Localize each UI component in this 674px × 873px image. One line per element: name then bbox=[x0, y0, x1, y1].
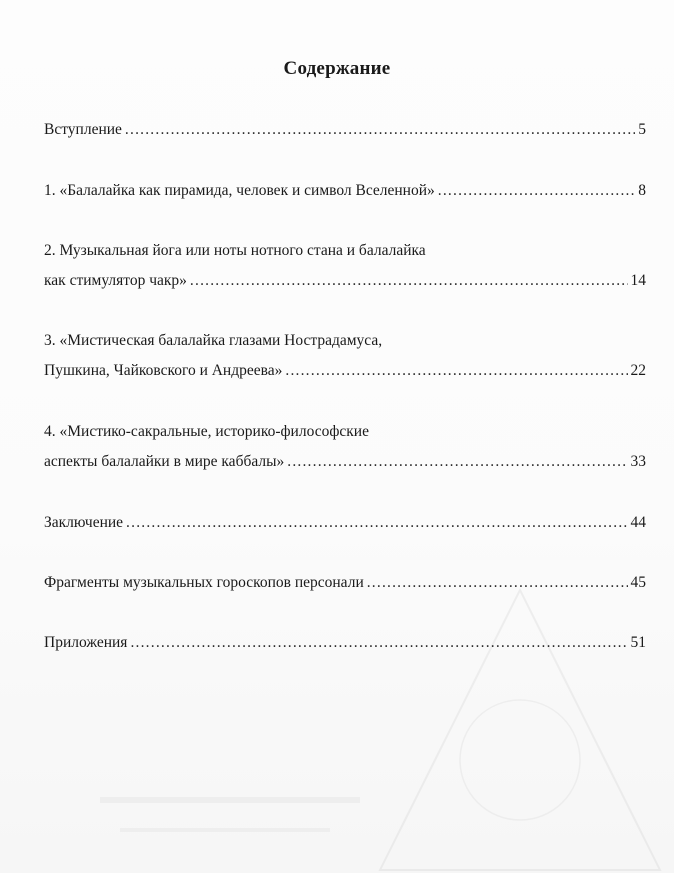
toc-entry-appendix bbox=[44, 633, 646, 653]
toc-page-number: 8 bbox=[638, 182, 646, 199]
toc-entry-text: Приложения bbox=[44, 634, 128, 651]
toc-entry-text: Фрагменты музыкальных гороскопов персонали bbox=[44, 574, 364, 591]
toc-page-number: 14 bbox=[630, 272, 646, 289]
toc-entry-chapter-2 bbox=[44, 271, 646, 291]
dot-leader bbox=[130, 633, 627, 653]
dot-leader bbox=[367, 573, 628, 593]
dot-leader bbox=[285, 361, 627, 381]
toc-entry-text: 1. «Балалайка как пирамида, человек и символ Вселенной» bbox=[44, 182, 435, 199]
toc-page-number: 45 bbox=[630, 574, 646, 591]
toc-entry-intro bbox=[44, 120, 646, 140]
toc-entry-text: Заключение bbox=[44, 514, 124, 531]
toc-entry-conclusion bbox=[44, 513, 646, 533]
toc-page-number: 5 bbox=[638, 121, 646, 138]
toc-entry-text: как стимулятор чакр» bbox=[44, 272, 187, 289]
toc-entry-chapter-1 bbox=[44, 181, 646, 201]
dot-leader bbox=[125, 120, 635, 140]
dot-leader bbox=[438, 181, 635, 201]
page-title: Содержание bbox=[283, 58, 391, 79]
toc-entry-text: Вступление bbox=[44, 121, 122, 138]
toc-entry-fragments bbox=[44, 573, 646, 593]
toc-page-number: 44 bbox=[630, 514, 646, 531]
toc-entry-chapter-4 bbox=[44, 452, 646, 472]
toc-entry-chapter-3-line-1: 3. «Мистическая балалайка глазами Нострадамуса, bbox=[44, 332, 383, 349]
toc-page-number: 33 bbox=[630, 453, 646, 470]
toc-page-number: 51 bbox=[630, 634, 646, 651]
dot-leader bbox=[126, 513, 627, 533]
toc-entry-chapter-4-line-1: 4. «Мистико-сакральные, историко-философские bbox=[44, 423, 369, 440]
toc-entry-chapter-3 bbox=[44, 361, 646, 381]
dot-leader bbox=[287, 452, 627, 472]
toc-page-number: 22 bbox=[630, 362, 646, 379]
toc-entry-text: аспекты балалайки в мире каббалы» bbox=[44, 453, 285, 470]
toc-entry-chapter-2-line-1: 2. Музыкальная йога или ноты нотного стана и балалайка bbox=[44, 242, 426, 259]
toc-entry-text: Пушкина, Чайковского и Андреева» bbox=[44, 362, 283, 379]
dot-leader bbox=[190, 271, 628, 291]
